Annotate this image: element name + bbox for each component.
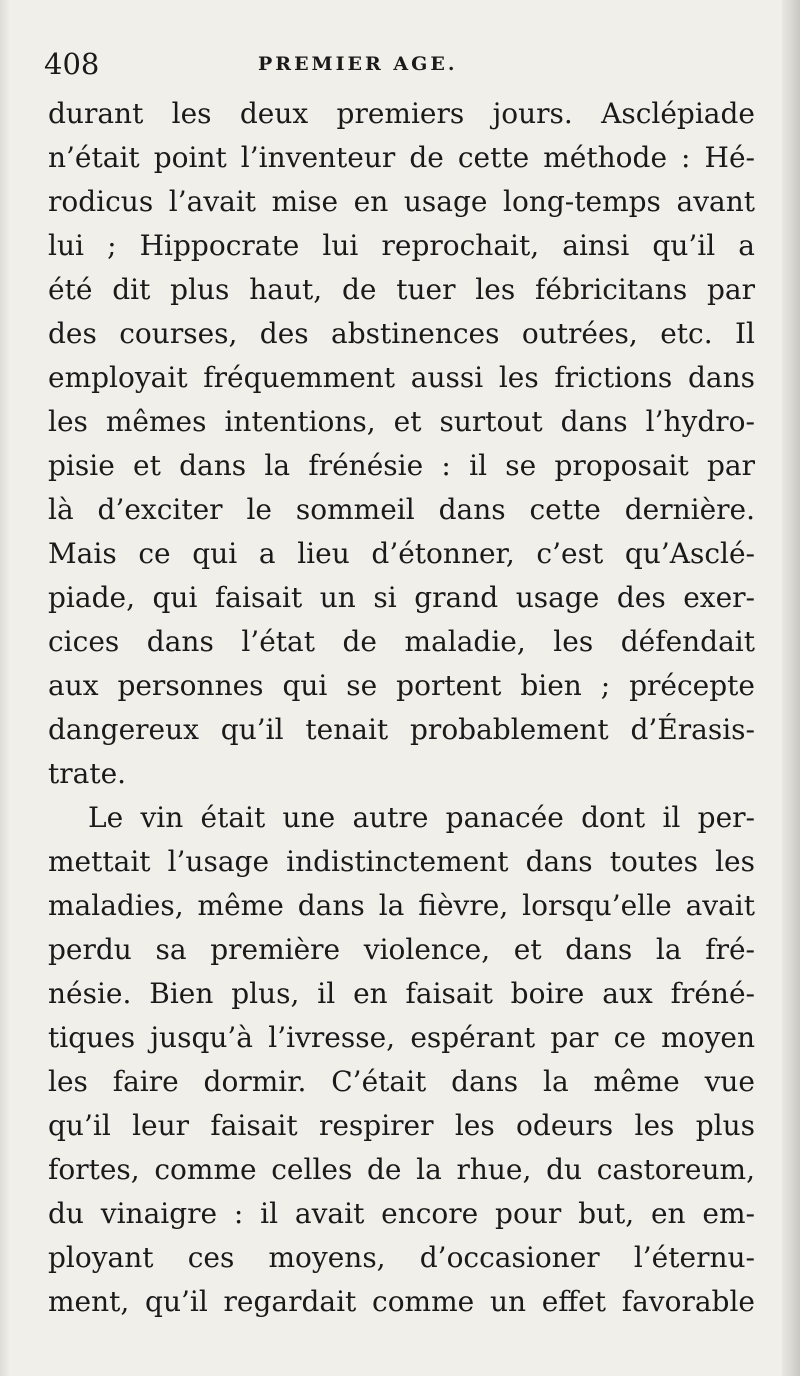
text-line: piade, qui faisait un si grand usage des exer-	[48, 581, 755, 614]
text-line: Mais ce qui a lieu d’étonner, c’est qu’Asclé-	[48, 537, 755, 570]
text-line: mettait l’usage indistinctement dans toutes les	[48, 845, 755, 878]
text-line: les faire dormir. C’était dans la même vue	[48, 1065, 755, 1098]
text-line: pisie et dans la frénésie : il se proposait par	[48, 449, 755, 482]
text-line: n’était point l’inventeur de cette méthode : Hé-	[48, 141, 755, 174]
text-line: dangereux qu’il tenait probablement d’Érasis-	[48, 713, 755, 746]
text-line: des courses, des abstinences outrées, etc. Il	[48, 317, 755, 350]
running-head	[44, 44, 756, 84]
page-number: 408	[44, 47, 100, 81]
paragraph-start-line: Le vin était une autre panacée dont il per-	[88, 801, 755, 834]
text-line: là d’exciter le sommeil dans cette dernière.	[48, 493, 755, 526]
body-text	[48, 92, 755, 1324]
text-line: ployant ces moyens, d’occasioner l’éternu-	[48, 1241, 755, 1274]
text-line: été dit plus haut, de tuer les fébricitans par	[48, 273, 755, 306]
page-edge-shadow	[782, 0, 800, 1376]
text-line: ment, qu’il regardait comme un effet favorable	[48, 1285, 755, 1318]
text-line: qu’il leur faisait respirer les odeurs les plus	[48, 1109, 755, 1142]
page-gutter-shadow	[0, 0, 10, 1376]
running-title: PREMIER AGE.	[258, 53, 458, 75]
text-line: rodicus l’avait mise en usage long-temps avant	[48, 185, 755, 218]
text-line: cices dans l’état de maladie, les défendait	[48, 625, 755, 658]
text-line: nésie. Bien plus, il en faisait boire aux fréné-	[48, 977, 755, 1010]
paragraph-end-line: trate.	[48, 757, 127, 790]
text-line: perdu sa première violence, et dans la fré-	[48, 933, 755, 966]
text-line: lui ; Hippocrate lui reprochait, ainsi qu’il a	[48, 229, 755, 262]
text-line: les mêmes intentions, et surtout dans l’hydro-	[48, 405, 755, 438]
text-line: fortes, comme celles de la rhue, du castoreum,	[48, 1153, 755, 1186]
text-line: du vinaigre : il avait encore pour but, en em-	[48, 1197, 755, 1230]
text-line: tiques jusqu’à l’ivresse, espérant par ce moyen	[48, 1021, 755, 1054]
text-line: durant les deux premiers jours. Asclépiade	[48, 97, 755, 130]
text-line: aux personnes qui se portent bien ; précepte	[48, 669, 755, 702]
text-line: maladies, même dans la fièvre, lorsqu’elle avait	[48, 889, 755, 922]
text-line: employait fréquemment aussi les frictions dans	[48, 361, 755, 394]
